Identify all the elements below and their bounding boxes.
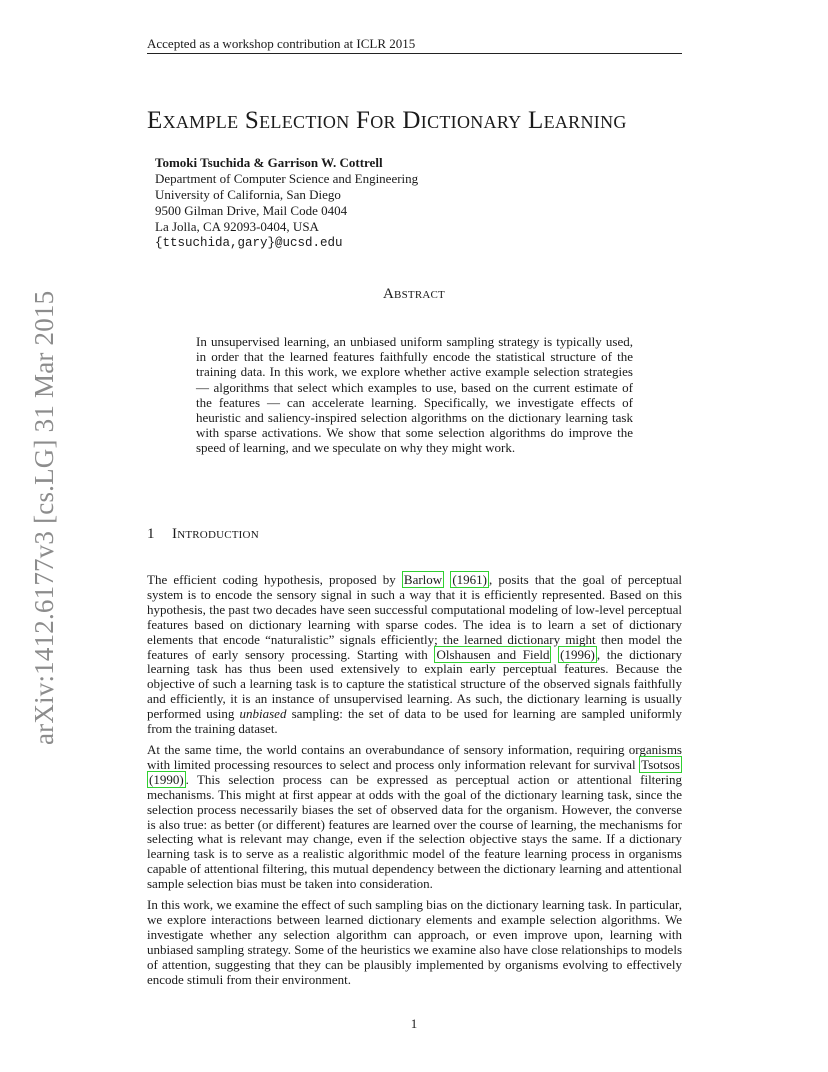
paragraph-2 [147,743,682,892]
paragraph-2-text-a: At the same time, the world contains an overabundance of sensory information, requiring organisms with limited processing resources to select and process only information relevant for survival [147,741,682,772]
author-university: University of California, San Diego [155,187,341,202]
running-header: Accepted as a workshop contribution at ICLR 2015 [147,36,416,51]
citation-link-olshausen-author[interactable]: Olshausen and Field [436,646,550,662]
section-number: 1 [147,526,155,542]
author-street: 9500 Gilman Drive, Mail Code 0404 [155,203,348,218]
citation-link-tsotsos-year[interactable]: (1990) [149,771,184,787]
author-names: Tomoki Tsuchida & Garrison W. Cottrell [155,155,383,170]
paragraph-1-text-a: The efficient coding hypothesis, proposed by [147,572,402,587]
paragraph-1-text-c: , the dictionary learning task has thus been used extensively to explain early perceptual features. Because the objective of such a learning task is to capture the statistical structure of the observed signals faithfully and efficiently, it is an instance of unsupervised learning. As such, the dictionary learning is usually performed using [147,646,683,722]
paragraph-1-text-b: , posits that the goal of perceptual system is to encode the sensory signal in such a way that it is efficiently represented. Based on this hypothesis, the past two decades have seen successful computational modeling of low-level perceptual features based on dictionary learning with sparse codes. The idea is to learn a set of dictionary elements that encode “naturalistic” signals efficiently; the learned dictionary might then model the features of early sensory processing. Starting with [147,572,683,662]
author-department: Department of Computer Science and Engineering [155,171,419,186]
author-block [155,155,555,251]
section-heading [147,526,259,543]
arxiv-identifier[interactable]: arXiv:1412.6177v3 [cs.LG] 31 Mar 2015 [29,290,59,745]
arxiv-sidebar [29,290,59,745]
paragraph-2-text-b: . This selection process can be expressed as perceptual action or attentional filtering mechanisms. This might at first appear at odds with the goal of the dictionary learning task, since the selection process necessarily biases the set of observed data for the organism. However, the converse is also true: as better (or different) features are learned over the course of learning, the mechanisms for selecting what is relevant may change, even if the selection objective stays the same. If a dictionary learning task is to serve as a realistic algorithmic model of the feature learning process in organisms capable of attentional filtering, this mutual dependency between the dictionary learning and attentional sample selection bias must be taken into consideration. [147,771,682,892]
page-number: 1 [410,1016,418,1031]
citation-link-olshausen-year[interactable]: (1996) [560,646,595,662]
paragraph-3: In this work, we examine the effect of such sampling bias on the dictionary learning task. In particular, we explore interactions between learned dictionary elements and example selection algorithms. We investigate whether any selection algorithm can approach, or even improve upon, learning with unbiased sampling strategy. Some of the heuristics we examine also have close relationships to models of attention, suggesting that they can be plausibly implemented by organisms evolving to effectively encode stimuli from their environment. [147,897,682,987]
author-city: La Jolla, CA 92093-0404, USA [155,219,319,234]
citation-link-barlow-year[interactable]: (1961) [452,572,487,587]
paragraph-1 [147,573,682,737]
abstract-heading: Abstract [383,286,445,302]
citation-link-tsotsos-author[interactable]: Tsotsos [641,756,680,772]
author-email[interactable]: {ttsuchida,gary}@ucsd.edu [155,236,343,250]
paper-title: Example Selection For Dictionary Learning [147,107,627,134]
abstract-text: In unsupervised learning, an unbiased uniform sampling strategy is typically used, in order that the learned features faithfully encode the statistical structure of the training data. In this work, we explore whether active example selection strategies — algorithms that select which examples to use, based on the current estimate of the features — can accelerate learning. Specifically, we investigate effects of heuristic and saliency-inspired selection algorithms on the dictionary learning task with sparse activations. We show that some selection algorithms do improve the speed of learning, and we speculate on why they might work. [196,334,633,456]
citation-link-barlow-author[interactable]: Barlow [403,572,443,587]
paragraph-1-emphasis: unbiased [239,706,287,722]
header-rule [147,53,682,54]
paragraph-1-text-d: sampling: the set of data to be used for learning are sampled uniformly from the training dataset. [147,706,682,737]
section-title: Introduction [172,526,259,542]
body-text [147,573,682,993]
